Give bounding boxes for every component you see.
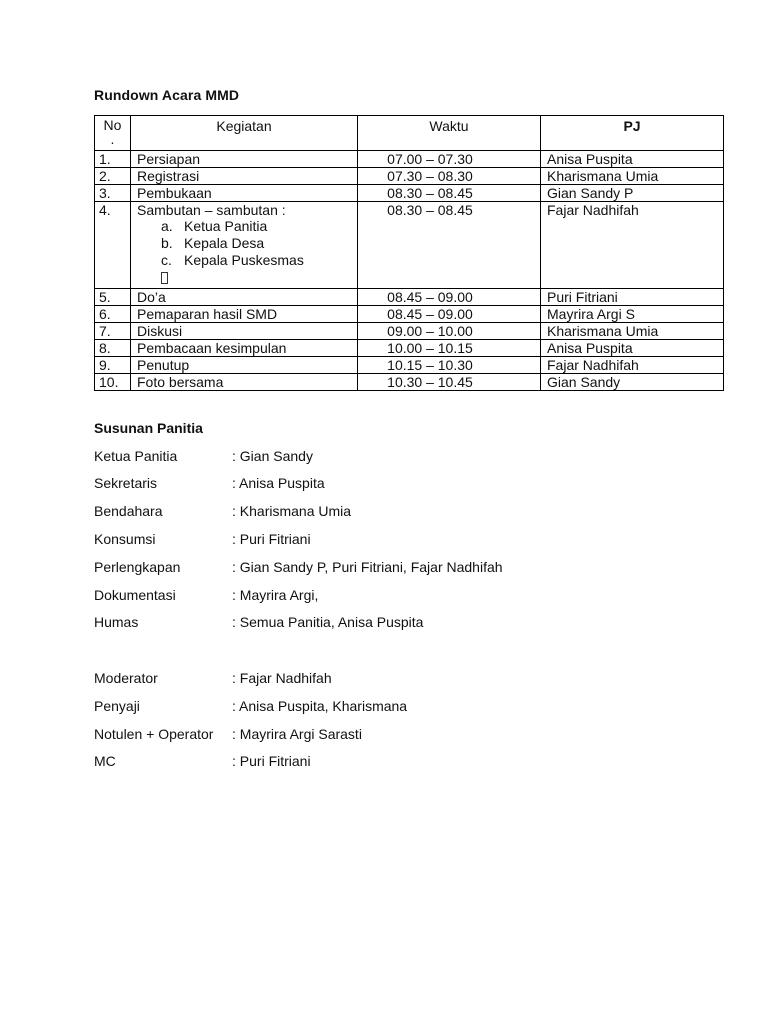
row-pj: Gian Sandy P (541, 185, 724, 202)
row-pj: Mayrira Argi S (541, 306, 724, 323)
acara-member: Moderator : Fajar Nadhifah (94, 670, 332, 686)
row-kegiatan: Foto bersama (131, 374, 358, 391)
row-waktu: 07.30 – 08.30 (358, 168, 541, 185)
table-row (95, 168, 724, 185)
table-row (95, 202, 724, 289)
row-no: 2. (95, 168, 131, 185)
row-kegiatan-main: Sambutan – sambutan : (137, 202, 286, 218)
row-kegiatan: Do’a (131, 289, 358, 306)
row-waktu: 09.00 – 10.00 (358, 323, 541, 340)
row-pj: Puri Fitriani (541, 289, 724, 306)
row-no: 7. (95, 323, 131, 340)
row-no: 3. (95, 185, 131, 202)
panitia-member: Sekretaris : Anisa Puspita (94, 475, 325, 491)
header-kegiatan: Kegiatan (131, 116, 358, 151)
panitia-member: Humas : Semua Panitia, Anisa Puspita (94, 614, 424, 630)
panitia-member: Ketua Panitia : Gian Sandy (94, 448, 313, 464)
row-pj: Anisa Puspita (541, 151, 724, 168)
row-no: 10. (95, 374, 131, 391)
sambutan-sublist (137, 218, 357, 288)
rundown-table (94, 115, 724, 391)
row-pj: Anisa Puspita (541, 340, 724, 357)
row-kegiatan: Pemaparan hasil SMD (131, 306, 358, 323)
header-no: No . (95, 116, 131, 151)
row-waktu: 10.00 – 10.15 (358, 340, 541, 357)
panitia-member: Dokumentasi : Mayrira Argi, (94, 587, 319, 603)
table-row (95, 323, 724, 340)
table-row (95, 151, 724, 168)
row-waktu: 08.30 – 08.45 (358, 202, 541, 289)
missing-glyph-icon (161, 272, 168, 284)
row-waktu: 10.30 – 10.45 (358, 374, 541, 391)
row-no: 1. (95, 151, 131, 168)
list-item (161, 269, 357, 288)
row-no: 4. (95, 202, 131, 289)
panitia-member: Konsumsi : Puri Fitriani (94, 531, 311, 547)
row-pj: Fajar Nadhifah (541, 357, 724, 374)
acara-member: Penyaji : Anisa Puspita, Kharismana (94, 698, 408, 714)
panitia-title: Susunan Panitia (94, 420, 203, 436)
row-kegiatan: Diskusi (131, 323, 358, 340)
table-row (95, 306, 724, 323)
list-item: c. Kepala Puskesmas (161, 252, 304, 268)
row-pj: Fajar Nadhifah (541, 202, 724, 289)
acara-member: MC : Puri Fitriani (94, 753, 311, 769)
row-waktu: 07.00 – 07.30 (358, 151, 541, 168)
acara-member: Notulen + Operator : Mayrira Argi Sarasti (94, 726, 362, 742)
row-no: 9. (95, 357, 131, 374)
panitia-member: Bendahara : Kharismana Umia (94, 503, 352, 519)
table-row (95, 357, 724, 374)
rundown-title: Rundown Acara MMD (94, 87, 240, 103)
list-item: b. Kepala Desa (161, 235, 265, 251)
row-no: 5. (95, 289, 131, 306)
row-pj: Kharismana Umia (541, 323, 724, 340)
row-waktu: 08.45 – 09.00 (358, 289, 541, 306)
header-pj: PJ (541, 116, 724, 151)
row-pj: Gian Sandy (541, 374, 724, 391)
row-waktu: 08.30 – 08.45 (358, 185, 541, 202)
row-no: 6. (95, 306, 131, 323)
table-row (95, 185, 724, 202)
row-pj: Kharismana Umia (541, 168, 724, 185)
row-kegiatan: Pembukaan (131, 185, 358, 202)
row-kegiatan (131, 202, 358, 289)
row-waktu: 08.45 – 09.00 (358, 306, 541, 323)
row-kegiatan: Pembacaan kesimpulan (131, 340, 358, 357)
row-kegiatan: Penutup (131, 357, 358, 374)
panitia-member: Perlengkapan : Gian Sandy P, Puri Fitriani, Fajar Nadhifah (94, 559, 503, 575)
row-waktu: 10.15 – 10.30 (358, 357, 541, 374)
table-row (95, 340, 724, 357)
table-header-row (95, 116, 724, 151)
header-waktu: Waktu (358, 116, 541, 151)
row-no: 8. (95, 340, 131, 357)
row-kegiatan: Registrasi (131, 168, 358, 185)
table-row (95, 289, 724, 306)
list-item: a. Ketua Panitia (161, 218, 268, 234)
table-row (95, 374, 724, 391)
row-kegiatan: Persiapan (131, 151, 358, 168)
